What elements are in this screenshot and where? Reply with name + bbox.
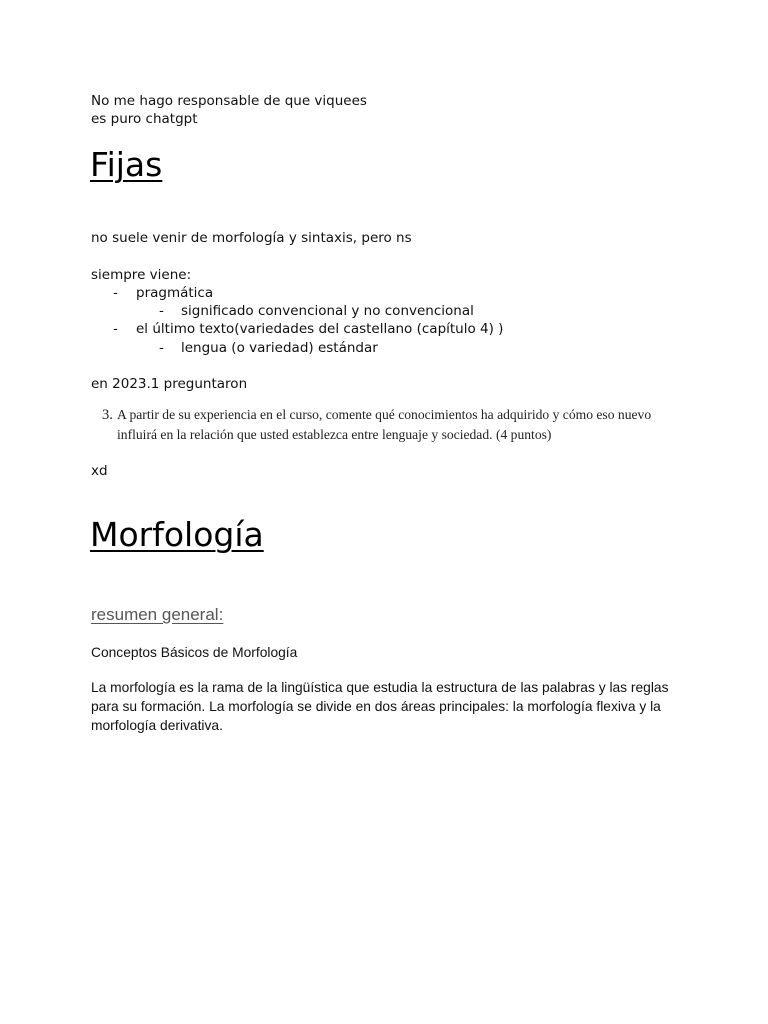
list-item-ultimo-texto: el último texto(variedades del castellano (capítulo 4) ) (136, 321, 504, 337)
list-dash: - (113, 285, 118, 301)
list-dash: - (113, 321, 118, 337)
paragraph-line-3: morfología derivativa. (91, 718, 223, 733)
intro-line-2: es puro chatgpt (91, 111, 198, 127)
heading-fijas: Fijas (90, 145, 163, 184)
heading-morfologia: Morfología (90, 515, 264, 554)
asked-label: en 2023.1 preguntaron (91, 376, 248, 392)
exam-question-line-1: A partir de su experiencia en el curso, comente qué conocimientos ha adquirido y cómo eso nuevo (117, 407, 652, 422)
exam-question-number: 3. (102, 407, 113, 423)
subheading-resumen: resumen general: (91, 605, 224, 624)
paragraph-line-2: para su formación. La morfología se divide en dos áreas principales: la morfología flexiva y la (91, 699, 661, 714)
list-item-pragmatica: pragmática (136, 285, 214, 301)
list-dash: - (159, 340, 164, 356)
always-label: siempre viene: (91, 267, 192, 283)
fijas-note: no suele venir de morfología y sintaxis, pero ns (91, 230, 412, 246)
exam-question-line-2: influirá en la relación que usted establezca entre lenguaje y sociedad. (4 puntos) (117, 427, 552, 442)
intro-line-1: No me hago responsable de que viquees (91, 93, 367, 109)
paragraph-line-1: La morfología es la rama de la lingüística que estudia la estructura de las palabras y las reglas (91, 680, 669, 695)
list-item-significado: significado convencional y no convencional (181, 303, 474, 319)
reaction-text: xd (91, 463, 108, 479)
concepts-title: Conceptos Básicos de Morfología (91, 645, 298, 660)
list-item-lengua-estandar: lengua (o variedad) estándar (181, 340, 378, 356)
list-dash: - (159, 303, 164, 319)
